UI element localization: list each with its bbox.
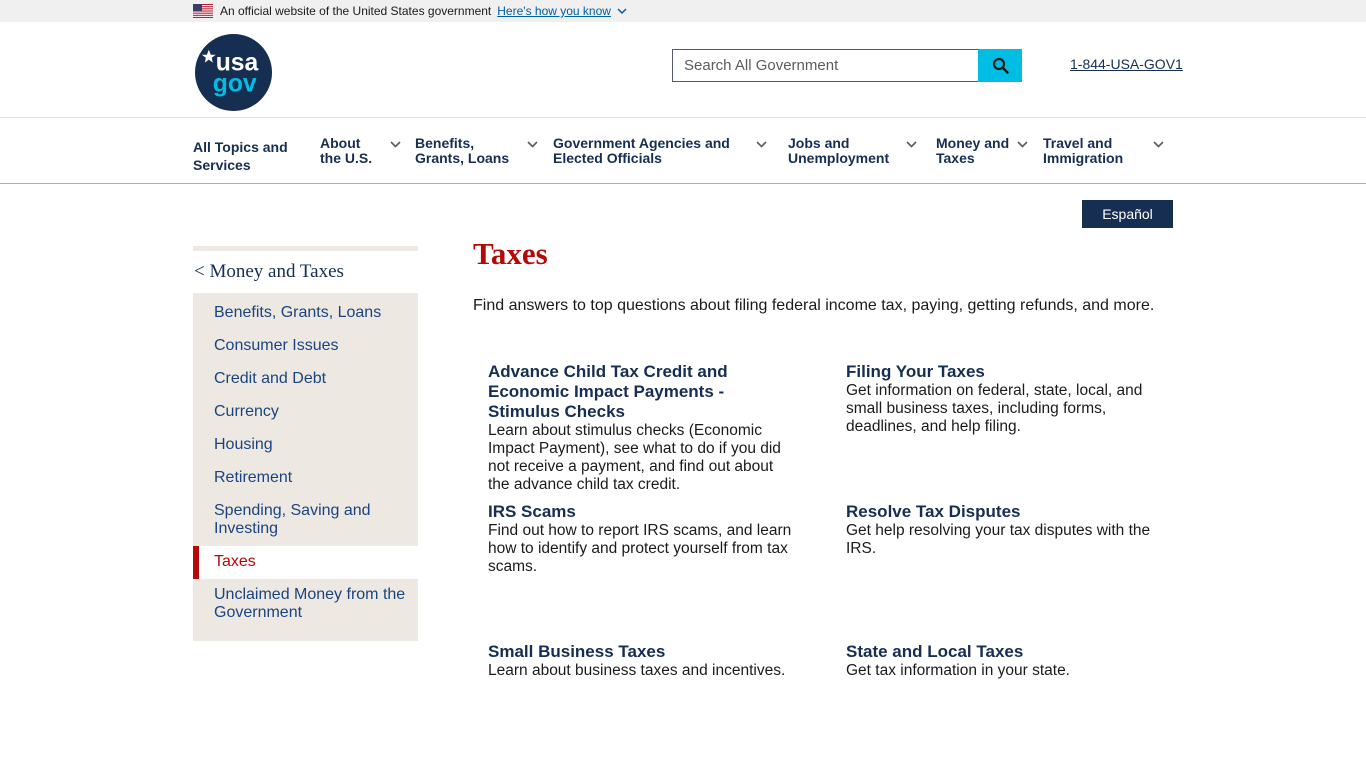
nav-label-line1: Travel and [1043, 135, 1113, 151]
card-tax-disputes [846, 502, 1156, 558]
chevron-down-icon [390, 139, 401, 150]
card-description: Get tax information in your state. [846, 662, 1070, 679]
nav-label-line2: Grants, Loans [415, 150, 510, 166]
nav-label-line2: Elected Officials [553, 150, 662, 166]
card-description: Learn about stimulus checks (Economic Impact Payment), see what to do if you did not receive a payment, and find out about the advance child tax credit. [488, 422, 781, 493]
sidenav-item-benefits[interactable]: Benefits, Grants, Loans [214, 304, 382, 321]
gov-banner-text: An official website of the United States government [220, 4, 492, 18]
chevron-down-icon [906, 139, 917, 150]
card-title-link[interactable]: IRS Scams [488, 502, 576, 521]
nav-label-line1: Government Agencies and [553, 135, 730, 151]
site-header [0, 22, 1366, 118]
card-small-business-taxes [488, 642, 798, 680]
sidenav-list [193, 293, 418, 641]
card-title-link[interactable]: Resolve Tax Disputes [846, 502, 1021, 521]
nav-label-line1: Jobs and [788, 135, 850, 151]
nav-label-line1: Benefits, [415, 135, 475, 151]
sidenav-item-spending-saving[interactable]: Spending, Saving and Investing [214, 502, 371, 537]
phone-link[interactable]: 1-844-USA-GOV1 [1070, 56, 1183, 72]
nav-money-taxes[interactable] [936, 136, 1028, 166]
card-description: Get information on federal, state, local, and small business taxes, including forms, deadlines, and help filing. [846, 382, 1143, 435]
search-icon [992, 57, 1009, 74]
sidenav-item-housing[interactable]: Housing [214, 436, 273, 453]
search-input[interactable] [672, 49, 978, 82]
nav-travel-immigration[interactable] [1043, 136, 1164, 166]
card-title-link[interactable]: Filing Your Taxes [846, 362, 985, 381]
sidenav-item-retirement[interactable]: Retirement [214, 469, 293, 486]
nav-label-line2: Taxes [936, 150, 975, 166]
card-title-link[interactable]: State and Local Taxes [846, 642, 1024, 661]
nav-label-line1: Money and [936, 135, 1010, 151]
logo-text-gov: gov [212, 70, 257, 98]
search-form [672, 49, 1022, 82]
search-button[interactable] [978, 49, 1022, 82]
page-intro: Find answers to top questions about filing federal income tax, paying, getting refunds, and more. [473, 297, 1155, 314]
nav-label-line2: Unemployment [788, 150, 890, 166]
chevron-down-icon [527, 139, 538, 150]
card-title-link[interactable]: Advance Child Tax Credit and Economic Impact Payments - Stimulus Checks [488, 362, 728, 421]
logo-text-usa: usa [215, 49, 259, 77]
card-stimulus-checks [488, 362, 798, 494]
chevron-down-icon [756, 139, 767, 150]
chevron-down-icon [1017, 139, 1028, 150]
nav-about-us[interactable] [320, 136, 401, 166]
card-irs-scams [488, 502, 798, 576]
card-title-link[interactable]: Small Business Taxes [488, 642, 666, 661]
side-navigation [193, 246, 418, 641]
main-navigation [0, 118, 1366, 184]
nav-label-line2: Services [193, 157, 251, 173]
card-description: Learn about business taxes and incentives. [488, 662, 786, 679]
nav-government-agencies[interactable] [553, 136, 767, 166]
nav-benefits[interactable] [415, 136, 538, 166]
gov-banner [0, 0, 1366, 22]
espanol-button[interactable]: Español [1082, 200, 1173, 228]
chevron-down-icon[interactable] [617, 6, 627, 16]
how-you-know-link[interactable]: Here's how you know [497, 4, 611, 18]
nav-label-line2: the U.S. [320, 150, 373, 166]
card-description: Get help resolving your tax disputes with the IRS. [846, 522, 1151, 557]
card-description: Find out how to report IRS scams, and learn how to identify and protect yourself from tax scams. [488, 522, 792, 575]
sidenav-item-currency[interactable]: Currency [214, 403, 279, 420]
nav-label-line2: Immigration [1043, 150, 1124, 166]
sidenav-item-taxes[interactable]: Taxes [193, 546, 418, 579]
nav-label-line1: About [320, 135, 361, 151]
nav-label-line1: All Topics and [193, 139, 288, 155]
sidenav-back-link[interactable]: < Money and Taxes [194, 261, 344, 282]
sidenav-item-credit-debt[interactable]: Credit and Debt [214, 370, 327, 387]
nav-all-topics[interactable] [193, 138, 288, 174]
page-title: Taxes [473, 236, 548, 271]
sidenav-item-consumer-issues[interactable]: Consumer Issues [214, 337, 339, 354]
chevron-down-icon [1153, 139, 1164, 150]
sidenav-item-unclaimed-money[interactable]: Unclaimed Money from the Government [214, 586, 406, 621]
card-filing-taxes [846, 362, 1156, 436]
nav-jobs[interactable] [788, 136, 917, 166]
usagov-logo[interactable] [194, 33, 273, 112]
us-flag-icon [193, 4, 213, 18]
card-state-local-taxes [846, 642, 1156, 680]
